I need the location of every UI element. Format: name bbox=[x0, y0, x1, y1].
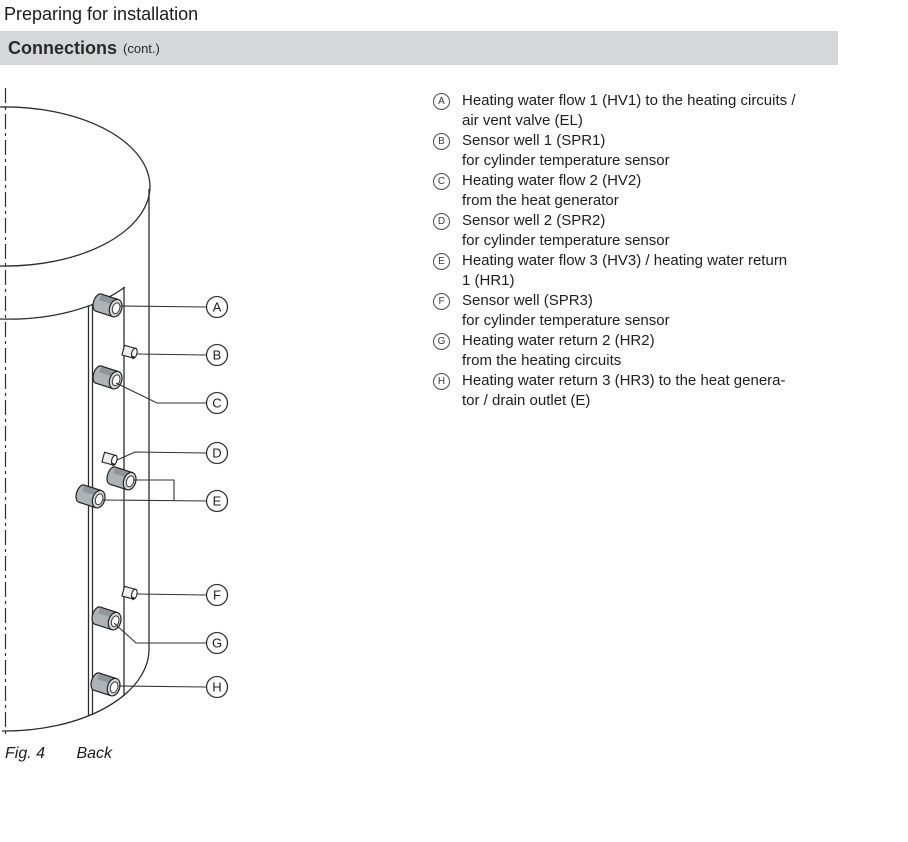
legend-key-circle: D bbox=[433, 213, 450, 230]
legend-line-2: 1 (HR1) bbox=[462, 272, 515, 289]
legend-key-column bbox=[433, 291, 462, 310]
legend-key-circle: H bbox=[433, 373, 450, 390]
legend-line-1: Heating water return 3 (HR3) to the heat genera- bbox=[462, 372, 786, 389]
legend-line-2: for cylinder temperature sensor bbox=[462, 152, 670, 169]
callout-e bbox=[207, 491, 228, 512]
legend-key-circle: A bbox=[433, 93, 450, 110]
legend-text bbox=[462, 371, 786, 411]
legend-key-circle: E bbox=[433, 253, 450, 270]
nozzle-hr2-g bbox=[90, 605, 123, 631]
callout-letter: A bbox=[212, 299, 222, 315]
sensor-well-spr2-d bbox=[102, 452, 119, 467]
callout-letter: E bbox=[212, 493, 222, 509]
legend-line-1: Heating water flow 3 (HV3) / heating water return bbox=[462, 252, 788, 269]
figure-number: Fig. 4 bbox=[5, 745, 46, 762]
figure-caption bbox=[5, 745, 112, 763]
section-title: Connections bbox=[8, 37, 118, 58]
callout-letter: C bbox=[212, 395, 222, 411]
tank-outline bbox=[0, 107, 150, 731]
nozzle-hv3-e-upper bbox=[105, 465, 138, 491]
section-subtitle: (cont.) bbox=[123, 40, 160, 56]
legend-item bbox=[433, 371, 796, 411]
legend-key-column bbox=[433, 131, 462, 150]
legend-key-column bbox=[433, 171, 462, 190]
legend-text bbox=[462, 251, 787, 291]
callout-a bbox=[207, 297, 228, 318]
legend-text bbox=[462, 131, 670, 171]
legend-key-column bbox=[433, 371, 462, 390]
legend-line-2: from the heating circuits bbox=[462, 352, 622, 369]
legend-item bbox=[433, 171, 796, 211]
callout-g bbox=[207, 633, 228, 654]
legend-text bbox=[462, 291, 670, 331]
legend-text bbox=[462, 171, 641, 211]
legend-text bbox=[462, 91, 796, 131]
page-title: Preparing for installation bbox=[4, 4, 199, 24]
legend-key-column bbox=[433, 331, 462, 350]
callout-c bbox=[207, 393, 228, 414]
legend-line-1: Sensor well 2 (SPR2) bbox=[462, 212, 606, 229]
legend-line-1: Sensor well 1 (SPR1) bbox=[462, 132, 606, 149]
callout-b bbox=[207, 345, 228, 366]
callout-letter: B bbox=[212, 347, 222, 363]
legend-line-2: from the heat generator bbox=[462, 192, 619, 209]
callout-letter: G bbox=[211, 635, 223, 651]
callout-letter: F bbox=[213, 587, 221, 603]
nozzle-hv1-a bbox=[91, 292, 124, 318]
legend-key-circle: F bbox=[433, 293, 450, 310]
callout-letter: H bbox=[212, 679, 222, 695]
legend-key-circle: C bbox=[433, 173, 450, 190]
legend-line-2: for cylinder temperature sensor bbox=[462, 312, 670, 329]
legend-line-2: air vent valve (EL) bbox=[462, 112, 583, 129]
legend-line-1: Sensor well (SPR3) bbox=[462, 292, 593, 309]
legend-items bbox=[433, 91, 796, 411]
legend-line-2: for cylinder temperature sensor bbox=[462, 232, 670, 249]
legend-item bbox=[433, 251, 796, 291]
figure-caption-text: Back bbox=[76, 745, 113, 762]
legend-key-column bbox=[433, 251, 462, 270]
legend-line-1: Heating water flow 1 (HV1) to the heating circuits / bbox=[462, 92, 796, 109]
legend-key-column bbox=[433, 211, 462, 230]
legend-line-1: Heating water flow 2 (HV2) bbox=[462, 172, 642, 189]
legend-text bbox=[462, 331, 655, 371]
legend-key-column bbox=[433, 91, 462, 110]
legend-item bbox=[433, 291, 796, 331]
legend-item bbox=[433, 211, 796, 251]
callout-f bbox=[207, 585, 228, 606]
legend-key-circle: B bbox=[433, 133, 450, 150]
legend-text bbox=[462, 211, 670, 251]
nozzle-hr1-e-lower bbox=[74, 483, 107, 509]
nozzle-hr3-h bbox=[89, 671, 122, 697]
legend-item bbox=[433, 91, 796, 131]
callout-h bbox=[207, 677, 228, 698]
nozzle-hv2-c bbox=[91, 364, 124, 390]
legend-item bbox=[433, 331, 796, 371]
callout-d bbox=[207, 443, 228, 464]
legend-line-2: tor / drain outlet (E) bbox=[462, 392, 591, 409]
connection-legend bbox=[433, 91, 796, 411]
legend-line-1: Heating water return 2 (HR2) bbox=[462, 332, 655, 349]
legend-key-circle: G bbox=[433, 333, 450, 350]
callout-leader-lines bbox=[103, 306, 206, 687]
legend-item bbox=[433, 131, 796, 171]
callout-letter: D bbox=[212, 445, 222, 461]
